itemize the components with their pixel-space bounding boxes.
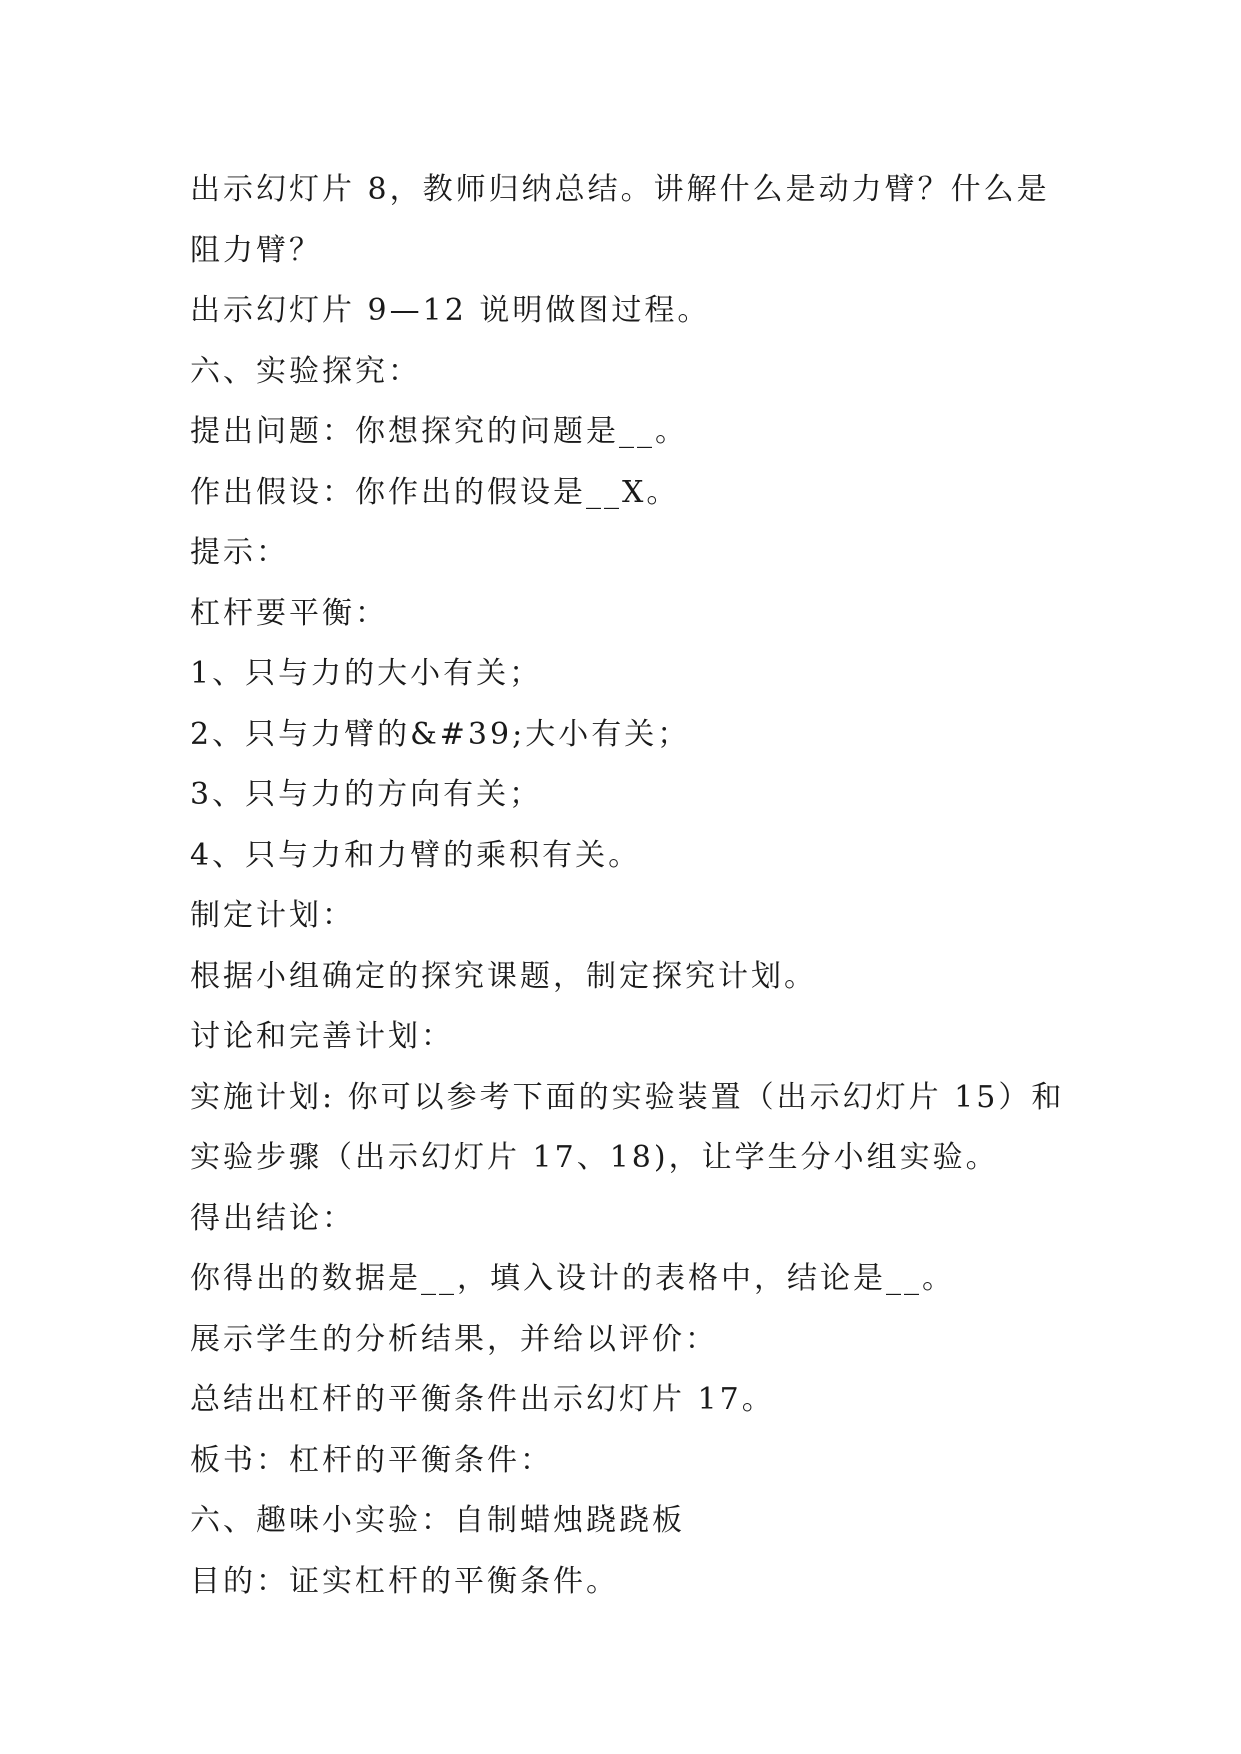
list-item: 3、只与力的方向有关； bbox=[190, 777, 543, 812]
text-line: 阻力臂？ bbox=[190, 232, 322, 268]
text-line: 展示学生的分析结果，并给以评价： bbox=[190, 1321, 718, 1357]
text-line: 目的：证实杠杆的平衡条件。 bbox=[190, 1563, 619, 1599]
section-heading: 六、趣味小实验：自制蜡烛跷跷板 bbox=[190, 1503, 685, 1538]
text-line: 板书：杠杆的平衡条件： bbox=[190, 1442, 553, 1478]
text-line: 出示幻灯片 9—12 说明做图过程。 bbox=[190, 293, 711, 328]
document-body bbox=[190, 160, 1070, 1612]
text-line: 得出结论： bbox=[190, 1200, 355, 1236]
text-line: 提示： bbox=[190, 535, 289, 570]
text-line: 出示幻灯片 8，教师归纳总结。讲解什么是动力臂？什么是 bbox=[190, 172, 1050, 207]
list-item: 1、只与力的大小有关； bbox=[190, 656, 543, 691]
text-line: 作出假设：你作出的假设是__X。 bbox=[190, 474, 680, 510]
text-line: 实验步骤（出示幻灯片 17、18)，让学生分小组实验。 bbox=[190, 1140, 999, 1175]
section-heading: 六、实验探究： bbox=[190, 353, 421, 389]
text-line: 根据小组确定的探究课题，制定探究计划。 bbox=[190, 958, 817, 994]
list-item: 4、只与力和力臂的乘积有关。 bbox=[190, 837, 642, 873]
text-line: 提出问题：你想探究的问题是__。 bbox=[190, 414, 688, 449]
text-line: 你得出的数据是__，填入设计的表格中，结论是__。 bbox=[190, 1261, 955, 1296]
text-line: 总结出杠杆的平衡条件出示幻灯片 17。 bbox=[190, 1382, 775, 1417]
list-item: 2、只与力臂的&#39;大小有关； bbox=[190, 716, 691, 752]
text-line: 杠杆要平衡： bbox=[190, 595, 388, 631]
text-line: 讨论和完善计划： bbox=[190, 1019, 454, 1054]
text-line: 制定计划： bbox=[190, 898, 355, 933]
text-line: 实施计划: 你可以参考下面的实验装置（出示幻灯片 15）和 bbox=[190, 1079, 1065, 1115]
